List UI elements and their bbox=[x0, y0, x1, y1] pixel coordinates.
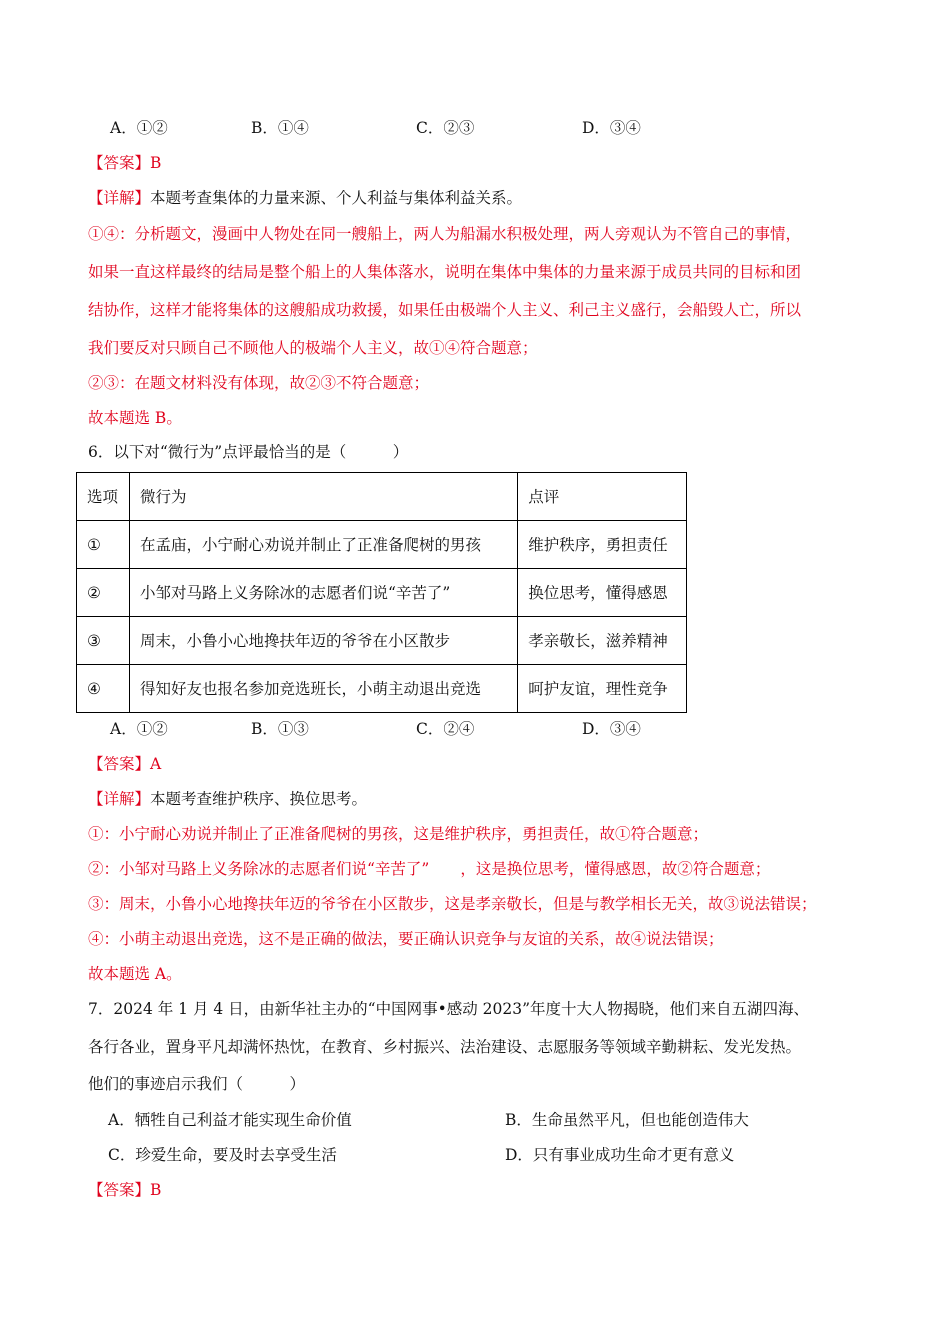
table-row bbox=[77, 665, 687, 713]
table-header-cell: 微行为 bbox=[129, 473, 517, 521]
q7-option-b: B．生命虽然平凡，但也能创造伟大 bbox=[505, 1111, 749, 1129]
q6-option-d: D．③④ bbox=[582, 720, 641, 738]
q7-answer bbox=[88, 1179, 161, 1201]
q5-conclusion: 故本题选 B。 bbox=[88, 409, 182, 427]
q6-table bbox=[76, 472, 687, 713]
q6-conclusion: 故本题选 A。 bbox=[88, 965, 182, 983]
table-cell: ② bbox=[77, 569, 130, 617]
q5-explain-line: 结协作，这样才能将集体的这艘船成功救援，如果任由极端个人主义、利己主义盛行，会船毁人亡，所以 bbox=[88, 301, 802, 319]
q5-explain-line: ①④：分析题文，漫画中人物处在同一艘船上，两人为船漏水积极处理，两人旁观认为不管自己的事情， bbox=[88, 225, 802, 243]
q6-option-b: B．①③ bbox=[251, 720, 309, 738]
table-cell: 呵护友谊，理性竞争 bbox=[518, 665, 687, 713]
table-header-cell: 选项 bbox=[77, 473, 130, 521]
answer-value: B bbox=[150, 154, 162, 172]
table-header-row bbox=[77, 473, 687, 521]
answer-value: A bbox=[150, 755, 162, 773]
q6-explain-line: ②：小邹对马路上义务除冰的志愿者们说“辛苦了” ，这是换位思考，懂得感恩，故②符合题意； bbox=[88, 860, 771, 878]
table-cell: 孝亲敬长，滋养精神 bbox=[518, 617, 687, 665]
table-row bbox=[77, 569, 687, 617]
answer-tag: 【答案】 bbox=[88, 154, 151, 172]
table-cell: ① bbox=[77, 521, 130, 569]
table-header-cell: 点评 bbox=[518, 473, 687, 521]
detail-tag: 【详解】 bbox=[88, 189, 151, 207]
q5-explain-line: 如果一直这样最终的结局是整个船上的人集体落水，说明在集体中集体的力量来源于成员共同的目标和团 bbox=[88, 263, 802, 281]
q6-detail bbox=[88, 788, 367, 810]
q6-option-c: C．②④ bbox=[416, 720, 475, 738]
answer-value: B bbox=[150, 1181, 162, 1199]
q5-option-d: D．③④ bbox=[582, 119, 641, 137]
table-cell: ④ bbox=[77, 665, 130, 713]
answer-tag: 【答案】 bbox=[88, 755, 151, 773]
q6-explain-line: ④：小萌主动退出竞选，这不是正确的做法，要正确认识竞争与友谊的关系，故④说法错误； bbox=[88, 930, 724, 948]
q6-answer bbox=[88, 753, 161, 775]
table-row bbox=[77, 521, 687, 569]
q6-option-a: A．①② bbox=[110, 720, 168, 738]
q5-answer bbox=[88, 152, 161, 174]
table-cell: 得知好友也报名参加竞选班长，小萌主动退出竞选 bbox=[129, 665, 517, 713]
answer-tag: 【答案】 bbox=[88, 1181, 151, 1199]
q7-stem-line: 各行各业，置身平凡却满怀热忱，在教育、乡村振兴、法治建设、志愿服务等领域辛勤耕耘、发光发热。 bbox=[88, 1038, 802, 1056]
detail-intro: 本题考查维护秩序、换位思考。 bbox=[150, 790, 368, 808]
q7-option-c: C．珍爱生命，要及时去享受生活 bbox=[108, 1146, 337, 1164]
table-cell: 维护秩序，勇担责任 bbox=[518, 521, 687, 569]
q5-option-c: C．②③ bbox=[416, 119, 475, 137]
q6-explain-line: ①：小宁耐心劝说并制止了正准备爬树的男孩，这是维护秩序，勇担责任，故①符合题意； bbox=[88, 825, 709, 843]
table-cell: 小邹对马路上义务除冰的志愿者们说“辛苦了” bbox=[129, 569, 517, 617]
table-cell: 在孟庙，小宁耐心劝说并制止了正准备爬树的男孩 bbox=[129, 521, 517, 569]
q5-detail bbox=[88, 187, 522, 209]
q5-explain-line: 我们要反对只顾自己不顾他人的极端个人主义，故①④符合题意； bbox=[88, 339, 538, 357]
table-row bbox=[77, 617, 687, 665]
q6-explain-line: ③：周末，小鲁小心地搀扶年迈的爷爷在小区散步，这是孝亲敬长，但是与教学相长无关，故③说法错误； bbox=[88, 895, 817, 913]
q6-stem: 6．以下对“微行为”点评最恰当的是（ ） bbox=[88, 443, 409, 461]
table-cell: ③ bbox=[77, 617, 130, 665]
q5-option-b: B．①④ bbox=[251, 119, 309, 137]
detail-tag: 【详解】 bbox=[88, 790, 151, 808]
q7-option-d: D．只有事业成功生命才更有意义 bbox=[505, 1146, 735, 1164]
q5-explain-line: ②③：在题文材料没有体现，故②③不符合题意； bbox=[88, 374, 430, 392]
q7-stem-line: 7．2024 年 1 月 4 日，由新华社主办的“中国网事•感动 2023”年度十大人物揭晓，他们来自五湖四海、 bbox=[88, 1000, 810, 1018]
q7-stem-line: 他们的事迹启示我们（ ） bbox=[88, 1075, 306, 1093]
q7-option-a: A．牺牲自己利益才能实现生命价值 bbox=[108, 1111, 352, 1129]
detail-intro: 本题考查集体的力量来源、个人利益与集体利益关系。 bbox=[150, 189, 523, 207]
table-cell: 换位思考，懂得感恩 bbox=[518, 569, 687, 617]
table-cell: 周末，小鲁小心地搀扶年迈的爷爷在小区散步 bbox=[129, 617, 517, 665]
q5-option-a: A．①② bbox=[110, 119, 168, 137]
